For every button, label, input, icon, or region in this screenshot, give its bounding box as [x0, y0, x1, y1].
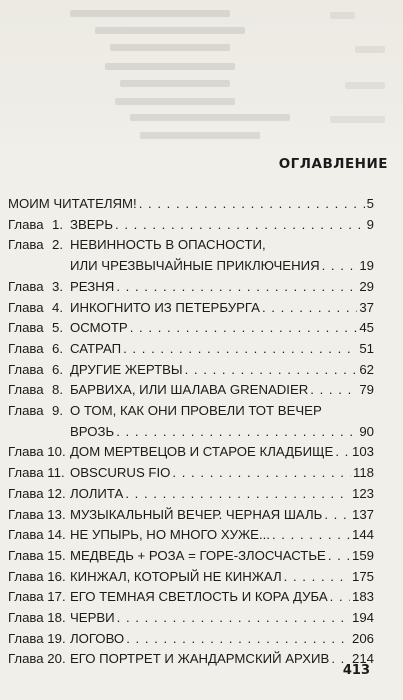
dot-leader [125, 484, 350, 505]
ghost-line [95, 27, 245, 34]
chapter-label: Глава 20. [8, 651, 66, 667]
toc-entry [8, 608, 374, 629]
chapter-number: 1. [52, 216, 63, 232]
toc-entry-title: ИНКОГНИТО ИЗ ПЕТЕРБУРГА [70, 299, 260, 315]
ghost-line [345, 82, 385, 89]
chapter-label: Глава [8, 299, 44, 315]
chapter-number: 4. [52, 299, 63, 315]
toc-entry-title: РЕЗНЯ [70, 278, 115, 294]
dot-leader [116, 277, 357, 298]
chapter-label: Глава 12. [8, 485, 66, 501]
toc-entry-title: ИЛИ ЧРЕЗВЫЧАЙНЫЕ ПРИКЛЮЧЕНИЯ [70, 258, 320, 274]
toc-entry [8, 194, 374, 215]
toc-entry-title: САТРАП [70, 340, 122, 356]
toc-entry [8, 380, 374, 401]
toc-entry [8, 649, 374, 670]
chapter-number: 9. [52, 403, 63, 419]
toc-entry-page: 214 [351, 651, 374, 667]
toc-entry-title: О ТОМ, КАК ОНИ ПРОВЕЛИ ТОТ ВЕЧЕР [70, 403, 322, 419]
chapter-label: Глава [8, 320, 44, 336]
toc-entry-page: 90 [359, 423, 374, 439]
toc-entry-title: ЗВЕРЬ [70, 216, 114, 232]
chapter-label: Глава [8, 216, 44, 232]
ghost-line [140, 132, 260, 139]
toc-entry [8, 629, 374, 650]
dot-leader [139, 194, 365, 215]
ghost-line [330, 12, 355, 19]
toc-entry-title: ЕГО ТЕМНАЯ СВЕТЛОСТЬ И КОРА ДУБА [70, 589, 328, 605]
toc-entry-page: 175 [351, 568, 374, 584]
toc-entry-page: 79 [359, 382, 374, 398]
dot-leader [328, 546, 350, 567]
toc-entry-title: БАРВИХА, ИЛИ ШАЛАВА GRENADIER [70, 382, 309, 398]
toc-entry-title: ЧЕРВИ [70, 610, 115, 626]
toc-entry-title: НЕВИННОСТЬ В ОПАСНОСТИ, [70, 237, 266, 253]
toc-entry-title: OBSCURUS FIO [70, 465, 171, 481]
toc-entry [8, 484, 374, 505]
chapter-label: Глава 18. [8, 610, 66, 626]
chapter-label: Глава 13. [8, 506, 66, 522]
toc-entry-page: 19 [359, 258, 374, 274]
chapter-number: 2. [52, 237, 63, 253]
toc-entry-title: ЕГО ПОРТРЕТ И ЖАНДАРМСКИЙ АРХИВ [70, 651, 330, 667]
chapter-label: Глава 19. [8, 630, 66, 646]
show-through-background [0, 0, 403, 150]
toc-entry-page: 62 [359, 361, 374, 377]
toc-entry [8, 298, 374, 319]
dot-leader [115, 215, 365, 236]
toc-entry-page: 45 [359, 320, 374, 336]
toc-entry [8, 442, 374, 463]
dot-leader [116, 422, 357, 443]
toc-entry-page: 183 [351, 589, 374, 605]
toc-entry-title: МОИМ ЧИТАТЕЛЯМ! [8, 196, 137, 211]
ghost-line [120, 80, 230, 87]
toc-entry-page: 103 [351, 444, 374, 460]
chapter-label: Глава 11. [8, 465, 65, 481]
ghost-line [355, 46, 385, 53]
chapter-number: 3. [52, 278, 63, 294]
chapter-number: 6. [52, 340, 63, 356]
dot-leader [185, 360, 358, 381]
dot-leader [126, 629, 350, 650]
toc-entry [8, 235, 374, 276]
dot-leader [330, 587, 350, 608]
chapter-label: Глава [8, 237, 44, 253]
ghost-line [330, 116, 385, 123]
dot-leader [262, 298, 357, 319]
chapter-label: Глава [8, 361, 44, 377]
toc-entry-title: ЛОГОВО [70, 630, 125, 646]
chapter-label: Глава 17. [8, 589, 66, 605]
toc-entry [8, 360, 374, 381]
toc-entry-page: 123 [351, 485, 374, 501]
toc-entry-page: 144 [351, 527, 374, 543]
chapter-label: Глава [8, 382, 44, 398]
toc-entry [8, 463, 374, 484]
toc-entry-title: НЕ УПЫРЬ, НО МНОГО ХУЖЕ... [70, 527, 270, 543]
chapter-label: Глава [8, 278, 44, 294]
toc-entry-page: 5 [366, 196, 374, 211]
dot-leader [322, 256, 358, 277]
toc-entry [8, 339, 374, 360]
toc-entry-page: 159 [351, 547, 374, 563]
toc-entry [8, 567, 374, 588]
chapter-label: Глава 15. [8, 547, 66, 563]
toc-entry-title: МЕДВЕДЬ + РОЗА = ГОРЕ-ЗЛОСЧАСТЬЕ [70, 547, 326, 563]
toc-entry-page: 51 [359, 340, 374, 356]
toc-entry [8, 215, 374, 236]
toc-entry-page: 137 [351, 506, 374, 522]
dot-leader [324, 505, 350, 526]
toc-entry-title: ОСМОТР [70, 320, 128, 336]
dot-leader [284, 567, 350, 588]
chapter-number: 5. [52, 320, 63, 336]
chapter-label: Глава 16. [8, 568, 66, 584]
toc-entry-page: 37 [359, 299, 374, 315]
chapter-label: Глава [8, 403, 44, 419]
toc-entry [8, 277, 374, 298]
toc-entry-page: 9 [366, 216, 374, 232]
toc-entry-page: 194 [351, 610, 374, 626]
page-number: 413 [342, 663, 370, 678]
toc-entry [8, 318, 374, 339]
toc-entry-title: ДОМ МЕРТВЕЦОВ И СТАРОЕ КЛАДБИЩЕ [70, 444, 334, 460]
toc-entry [8, 505, 374, 526]
toc-entry-page: 206 [351, 630, 374, 646]
ghost-line [130, 114, 290, 121]
toc-entry-title: ЛОЛИТА [70, 485, 124, 501]
ghost-line [105, 63, 235, 70]
ghost-line [110, 44, 230, 51]
dot-leader [130, 318, 358, 339]
chapter-label: Глава [8, 340, 44, 356]
dot-leader [310, 380, 357, 401]
toc-entry-title: ВРОЗЬ [70, 423, 115, 439]
table-of-contents [8, 194, 374, 670]
dot-leader [172, 463, 351, 484]
toc-entry-page: 29 [359, 278, 374, 294]
toc-entry [8, 587, 374, 608]
dot-leader [123, 339, 357, 360]
toc-entry [8, 401, 374, 442]
chapter-label: Глава 10. [8, 444, 66, 460]
page-title: ОГЛАВЛЕНИЕ [278, 156, 388, 172]
dot-leader [117, 608, 350, 629]
chapter-label: Глава 14. [8, 527, 66, 543]
chapter-number: 6. [52, 361, 63, 377]
toc-entry-title: ДРУГИЕ ЖЕРТВЫ [70, 361, 183, 377]
chapter-number: 8. [52, 382, 63, 398]
toc-entry [8, 525, 374, 546]
toc-entry-title: КИНЖАЛ, КОТОРЫЙ НЕ КИНЖАЛ [70, 568, 282, 584]
toc-entry [8, 546, 374, 567]
dot-leader [335, 442, 350, 463]
ghost-line [115, 98, 235, 105]
dot-leader [272, 525, 350, 546]
toc-entry-page: 118 [352, 465, 374, 481]
ghost-line [70, 10, 230, 17]
toc-entry-title: МУЗЫКАЛЬНЫЙ ВЕЧЕР. ЧЕРНАЯ ШАЛЬ [70, 506, 323, 522]
